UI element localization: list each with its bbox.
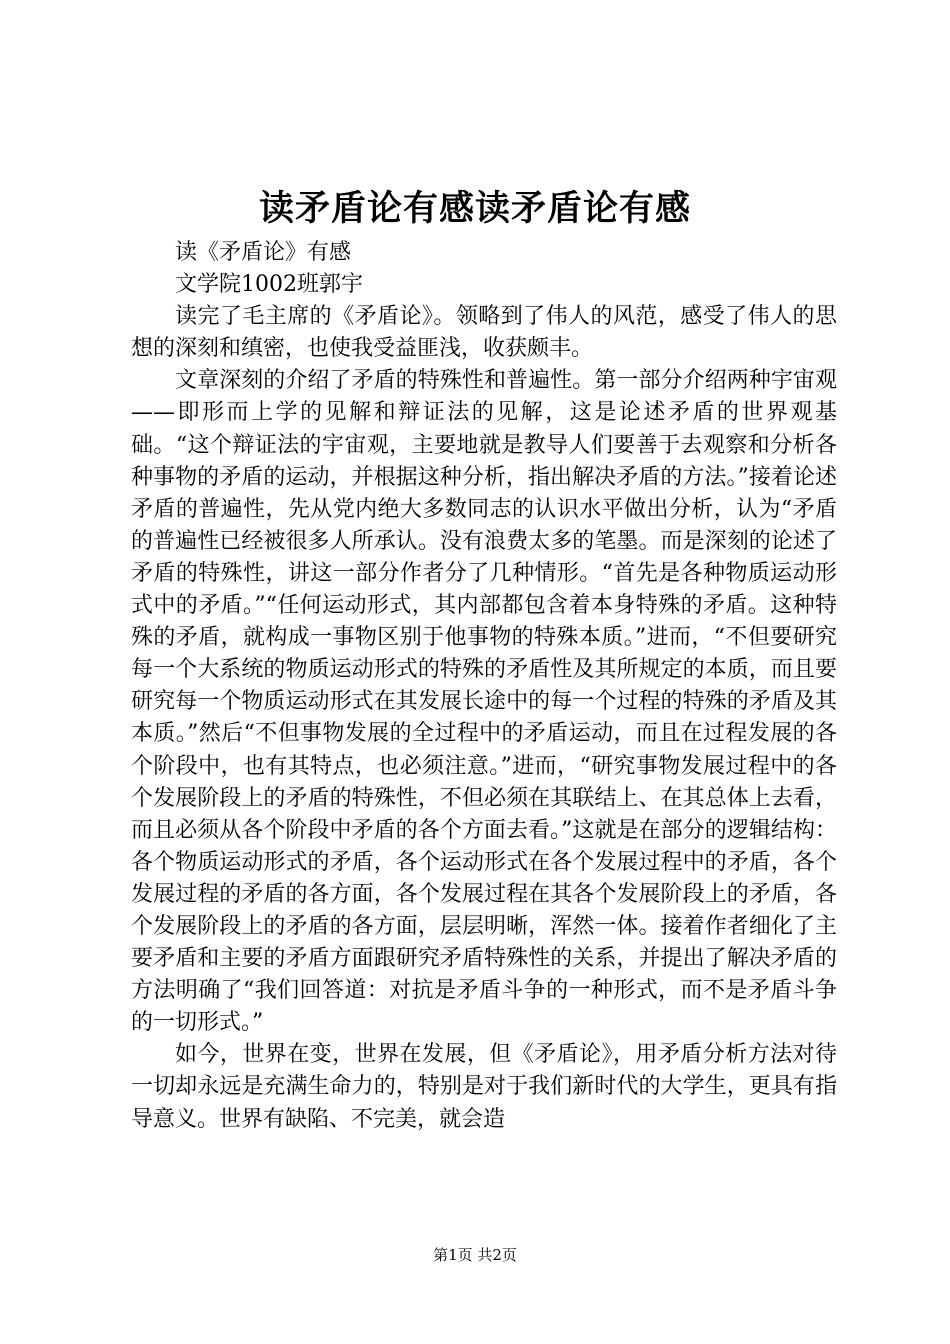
document-body (131, 237, 837, 1136)
essay-heading: 读《矛盾论》有感 (175, 240, 352, 265)
author-line: 文学院1002班郭宇 (175, 272, 363, 298)
paragraph-2: 文章深刻的介绍了矛盾的特殊性和普遍性。第一部分介绍两种宇宙观——即形而上学的见解和辩证法的见解，这是论述矛盾的世界观基础。“这个辩证法的宇宙观，主要地就是教导人们要善于去观察和分析各种事物的矛盾的运动，并根据这种分析，指出解决矛盾的方法。”接着论述矛盾的普遍性，先从党内绝大多数同志的认识水平做出分析，认为“矛盾的普遍性已经被很多人所承认。没有浪费太多的笔墨。而是深刻的论述了矛盾的特殊性，讲这一部分作者分了几种情形。“首先是各种物质运动形式中的矛盾。”“任何运动形式，其内部都包含着本身特殊的矛盾。这种特殊的矛盾，就构成一事物区别于他事物的特殊本质。”进而，“不但要研究每一个大系统的物质运动形式的特殊的矛盾性及其所规定的本质，而且要研究每一个物质运动形式在其发展长途中的每一个过程的特殊的矛盾及其本质。”然后“不但事物发展的全过程中的矛盾运动，而且在过程发展的各个阶段中，也有其特点，也必须注意。”进而，“研究事物发展过程中的各个发展阶段上的矛盾的特殊性，不但必须在其联结上、在其总体上去看，而且必须从各个阶段中矛盾的各个方面去看。”这就是在部分的逻辑结构：各个物质运动形式的矛盾，各个运动形式在各个发展过程中的矛盾，各个发展过程的矛盾的各方面，各个发展过程在其各个发展阶段上的矛盾，各个发展阶段上的矛盾的各方面，层层明晰，浑然一体。接着作者细化了主要矛盾和主要的矛盾方面跟研究矛盾特殊性的关系，并提出了解决矛盾的方法明确了“我们回答道：对抗是矛盾斗争的一种形式，而不是矛盾斗争的一切形式。” (131, 368, 837, 1036)
page-footer: 第1页 共2页 (433, 1246, 517, 1264)
paragraph-3: 如今，世界在变，世界在发展，但《矛盾论》，用矛盾分析方法对待一切却永远是充满生命力的，特别是对于我们新时代的大学生，更具有指导意义。世界有缺陷、不完美，就会造 (131, 1042, 837, 1132)
document-title: 读矛盾论有感读矛盾论有感 (258, 188, 691, 229)
paragraph-1: 读完了毛主席的《矛盾论》。领略到了伟人的风范，感受了伟人的思想的深刻和缜密，也使我受益匪浅，收获颇丰。 (131, 304, 837, 362)
